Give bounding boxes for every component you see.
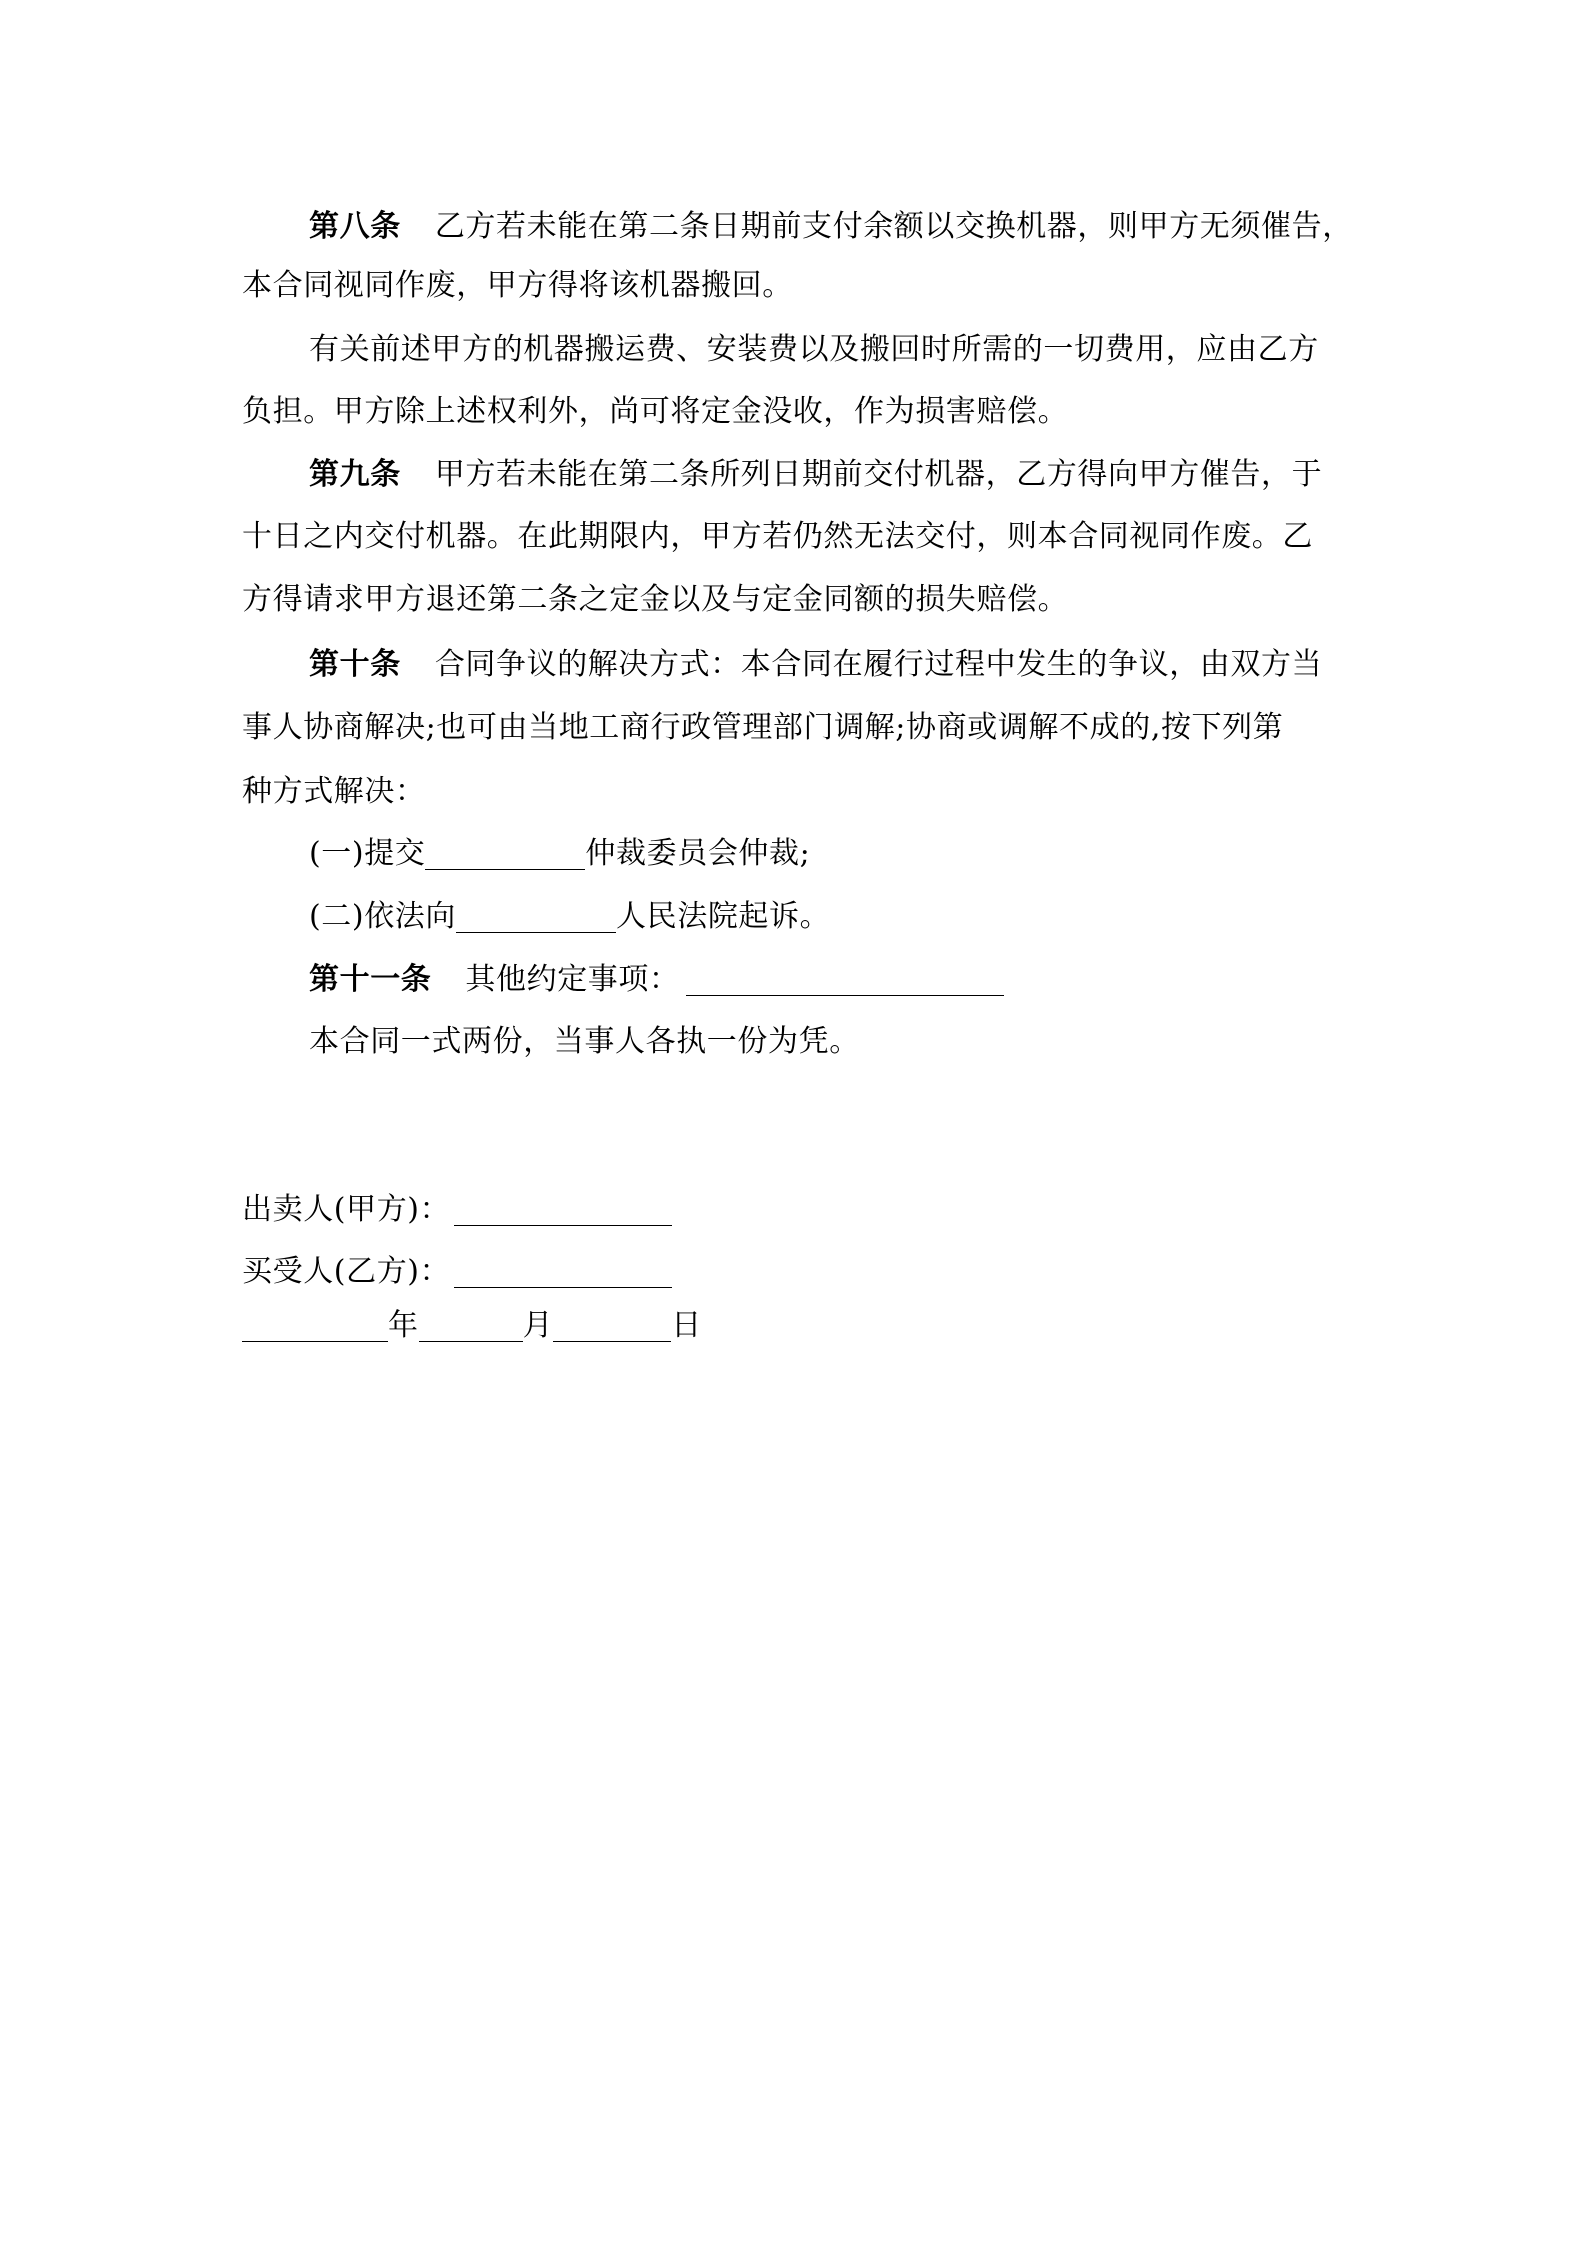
article11-text: 其他约定事项： — [465, 962, 680, 997]
article9-line3: 方得请求甲方退还第二条之定金以及与定金同额的损失赔偿。 — [242, 582, 1069, 617]
date-line — [242, 1306, 702, 1346]
article8-para2-line2: 负担。甲方除上述权利外，尚可将定金没收，作为损害赔偿。 — [242, 394, 1069, 429]
option1-suffix: 仲裁委员会仲裁; — [585, 836, 811, 871]
seller-label: 出卖人(甲方)： — [242, 1192, 451, 1227]
article10-line2: 事人协商解决;也可由当地工商行政管理部门调解;协商或调解不成的,按下列第 — [242, 710, 1284, 745]
article9-line2: 十日之内交付机器。在此期限内，甲方若仍然无法交付，则本合同视同作废。乙 — [242, 519, 1313, 554]
article9-heading: 第九条 — [309, 457, 401, 492]
article9-line1 — [309, 455, 1322, 495]
article10-text-1: 合同争议的解决方式：本合同在履行过程中发生的争议，由双方当 — [434, 647, 1323, 682]
article8-line1 — [309, 207, 1353, 247]
article10-option2 — [309, 897, 830, 937]
month-blank[interactable] — [419, 1311, 523, 1342]
article10-option1 — [309, 834, 810, 874]
article8-text-1: 乙方若未能在第二条日期前支付余额以交换机器，则甲方无须催告， — [434, 209, 1353, 244]
month-label: 月 — [522, 1308, 554, 1343]
seller-signature-line — [242, 1190, 672, 1230]
article10-line1 — [309, 645, 1322, 685]
article8-para2-line1: 有关前述甲方的机器搬运费、安装费以及搬回时所需的一切费用，应由乙方 — [309, 332, 1319, 367]
buyer-label: 买受人(乙方)： — [242, 1254, 451, 1289]
article8-line2: 本合同视同作废，甲方得将该机器搬回。 — [242, 268, 793, 303]
arbitration-commission-blank[interactable] — [425, 839, 585, 870]
buyer-signature-blank[interactable] — [454, 1257, 672, 1288]
year-blank[interactable] — [242, 1311, 388, 1342]
article11-line — [309, 960, 1004, 1000]
article9-text-1: 甲方若未能在第二条所列日期前交付机器，乙方得向甲方催告，于 — [434, 457, 1323, 492]
option1-prefix: (一)提交 — [309, 836, 426, 871]
article8-heading: 第八条 — [309, 209, 401, 244]
seller-signature-blank[interactable] — [454, 1195, 672, 1226]
day-label: 日 — [671, 1308, 702, 1343]
day-blank[interactable] — [553, 1311, 671, 1342]
buyer-signature-line — [242, 1252, 672, 1292]
article10-heading: 第十条 — [309, 647, 401, 682]
closing-text: 本合同一式两份，当事人各执一份为凭。 — [309, 1024, 860, 1059]
court-blank[interactable] — [456, 902, 616, 933]
year-label: 年 — [388, 1308, 419, 1343]
article10-line3: 种方式解决： — [242, 774, 426, 809]
other-terms-blank[interactable] — [686, 965, 1004, 996]
option2-prefix: (二)依法向 — [309, 899, 457, 934]
option2-suffix: 人民法院起诉。 — [616, 899, 831, 934]
article11-heading: 第十一条 — [309, 962, 432, 997]
